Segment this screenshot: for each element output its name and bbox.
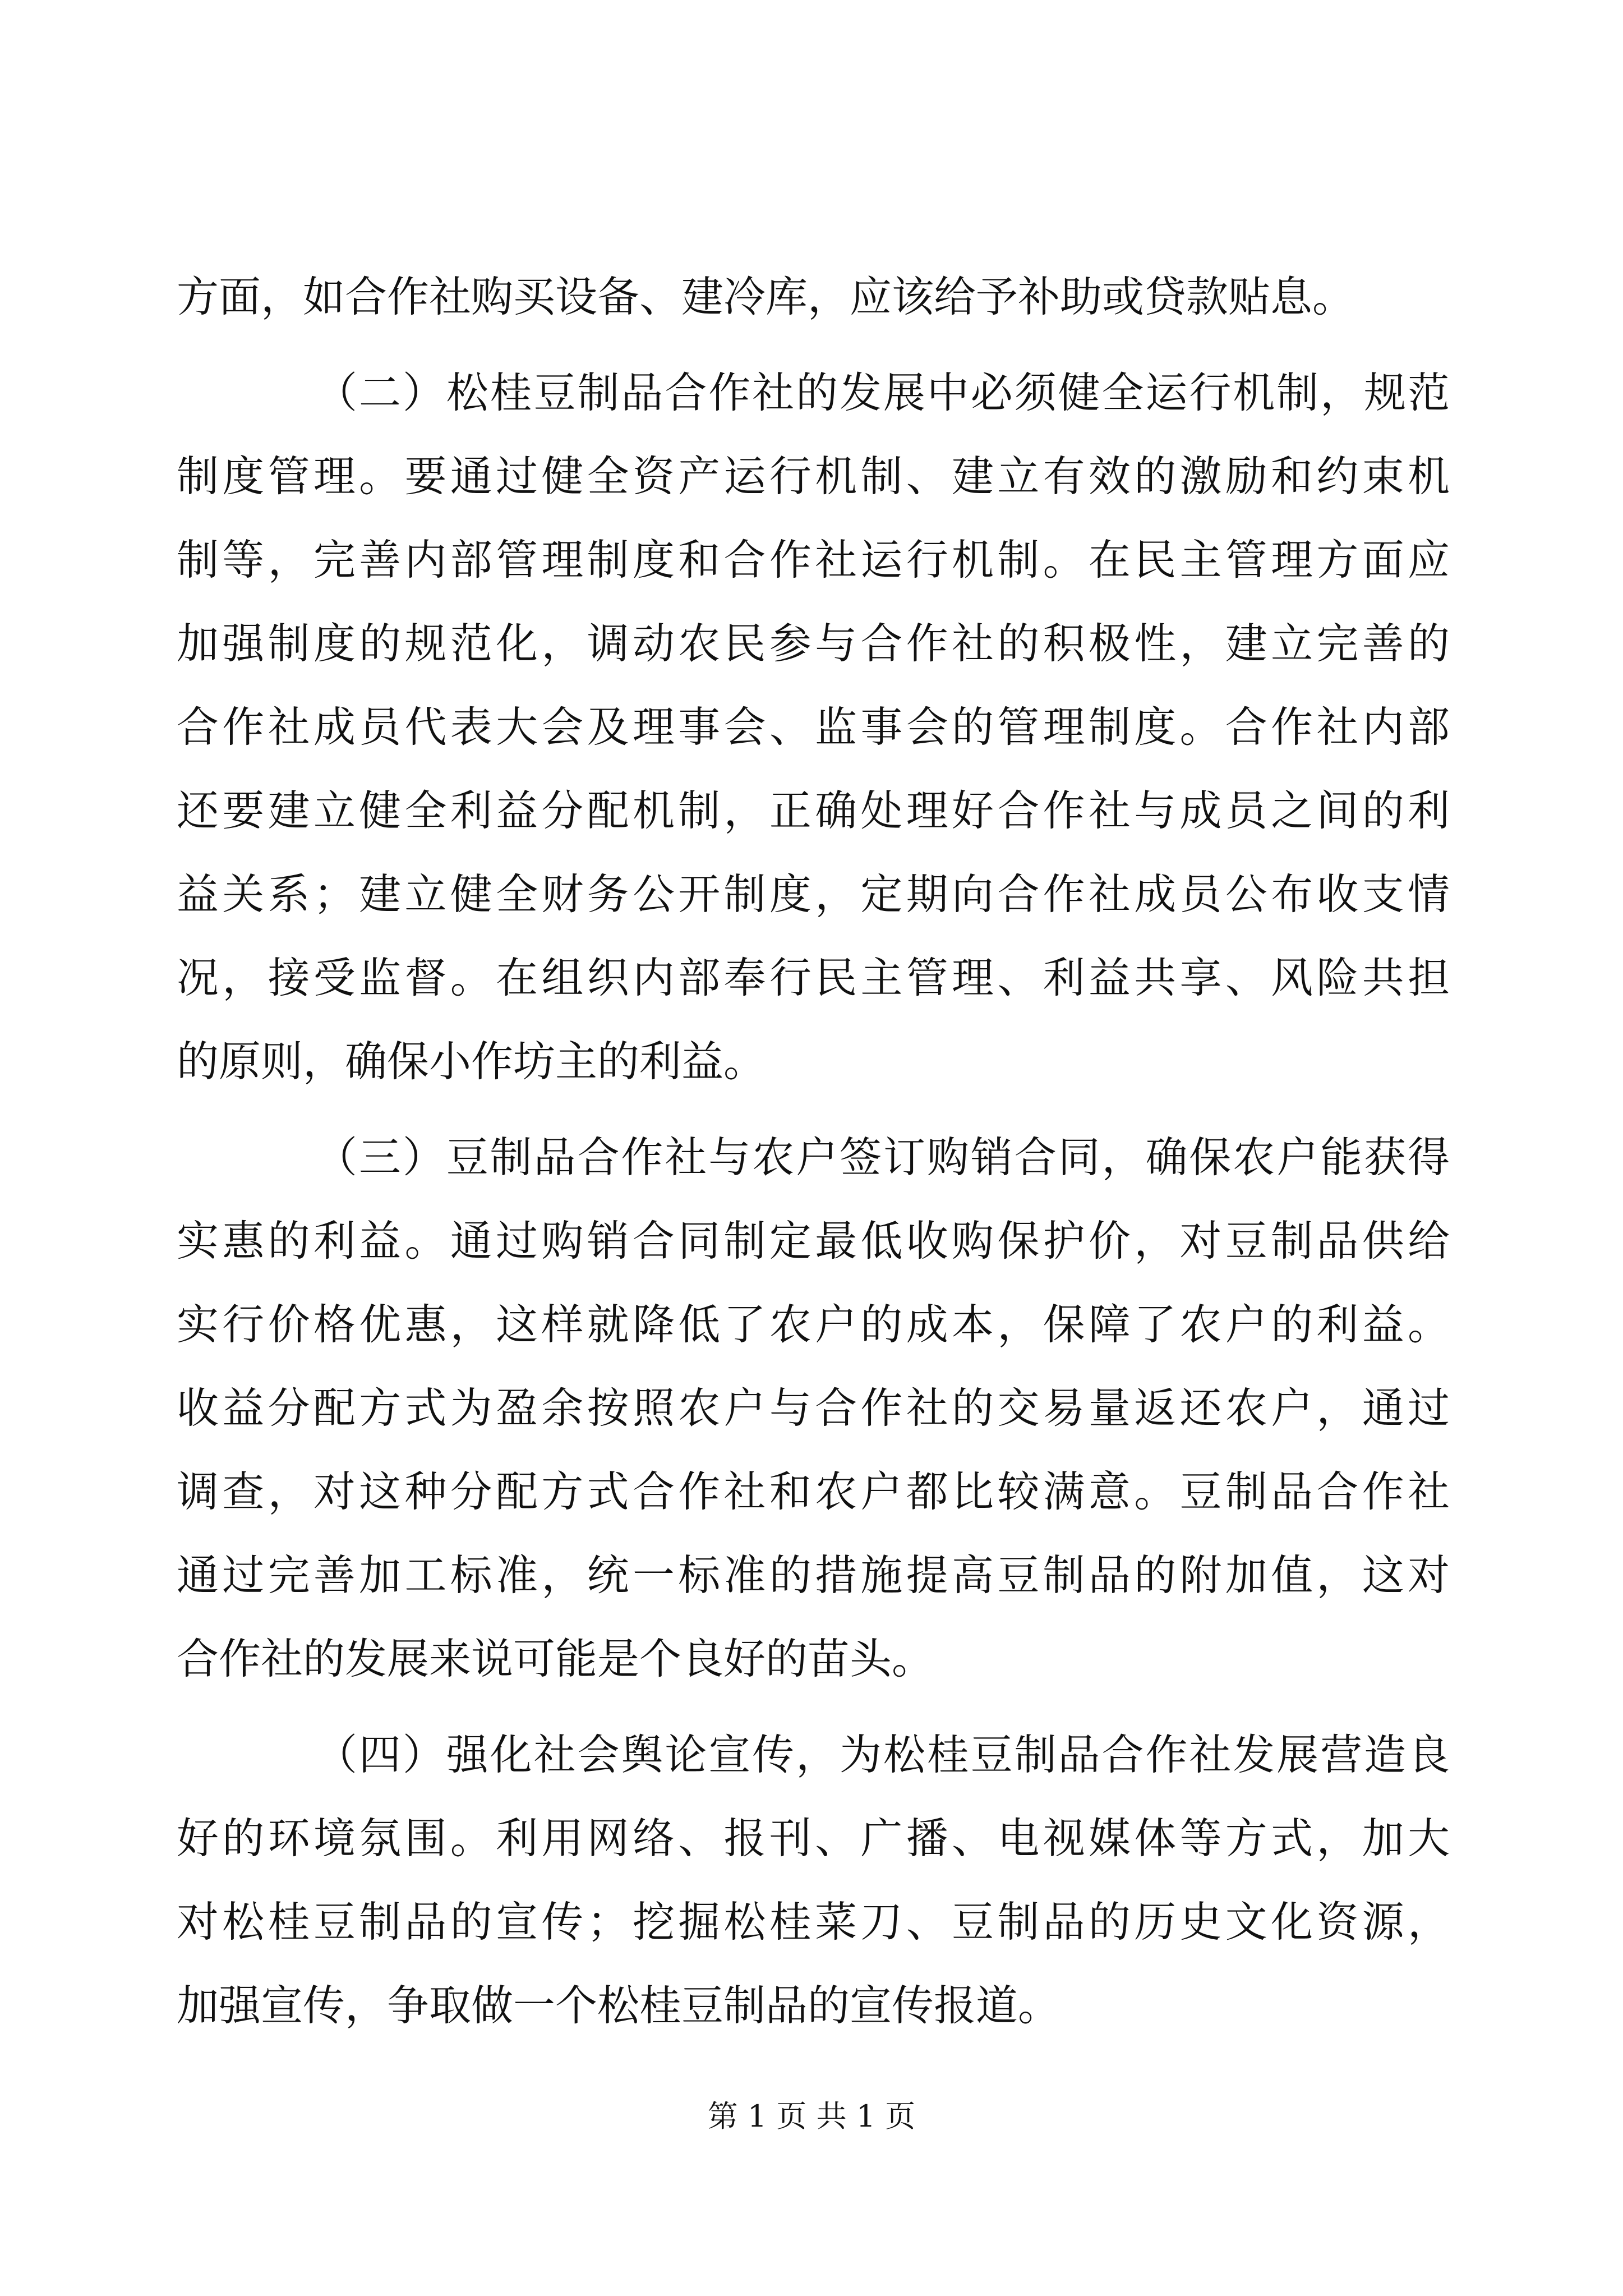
text-line: 况，接受监督。在组织内部奉行民主管理、利益共享、风险共担 [177,953,1450,1002]
text-line: 加强宣传，争取做一个松桂豆制品的宣传报道。 [177,1981,1061,2030]
text-line: 通过完善加工标准，统一标准的措施提高豆制品的附加值，这对 [177,1550,1450,1600]
text-line: 对松桂豆制品的宣传；挖掘松桂菜刀、豆制品的历史文化资源， [177,1897,1450,1947]
text-line: 益关系；建立健全财务公开制度，定期向合作社成员公布收支情 [177,869,1450,919]
paragraph-2 [177,351,1450,1103]
paragraph-4 [177,1713,1450,2047]
text-line: （三）豆制品合作社与农户签订购销合同，确保农户能获得 [315,1133,1450,1182]
paragraph-3 [177,1116,1450,1701]
text-line: （四）强化社会舆论宣传，为松桂豆制品合作社发展营造良 [315,1730,1450,1779]
text-line: 合作社成员代表大会及理事会、监事会的管理制度。合作社内部 [177,702,1450,752]
text-line: 合作社的发展来说可能是个良好的苗头。 [177,1634,934,1683]
page-footer: 第 1 页 共 1 页 [707,2099,916,2134]
text-line: 好的环境氛围。利用网络、报刊、广播、电视媒体等方式，加大 [177,1814,1450,1863]
text-line: 调查，对这种分配方式合作社和农户都比较满意。豆制品合作社 [177,1467,1450,1516]
text-line: （二）松桂豆制品合作社的发展中必须健全运行机制，规范 [315,368,1450,417]
text-line: 的原则，确保小作坊主的利益。 [177,1037,766,1086]
text-line: 实惠的利益。通过购销合同制定最低收购保护价，对豆制品供给 [177,1216,1450,1266]
text-line: 方面，如合作社购买设备、建冷库，应该给予补助或贷款贴息。 [177,272,1355,321]
paragraph-1 [177,255,1450,339]
text-line: 加强制度的规范化，调动农民参与合作社的积极性，建立完善的 [177,619,1450,668]
text-line: 实行价格优惠，这样就降低了农户的成本，保障了农户的利益。 [177,1300,1450,1349]
text-line: 收益分配方式为盈余按照农户与合作社的交易量返还农户，通过 [177,1383,1450,1433]
text-line: 制等，完善内部管理制度和合作社运行机制。在民主管理方面应 [177,535,1450,585]
text-line: 制度管理。要通过健全资产运行机制、建立有效的激励和约束机 [177,452,1450,501]
document-body [177,255,1450,2047]
text-line: 还要建立健全利益分配机制，正确处理好合作社与成员之间的利 [177,786,1450,835]
